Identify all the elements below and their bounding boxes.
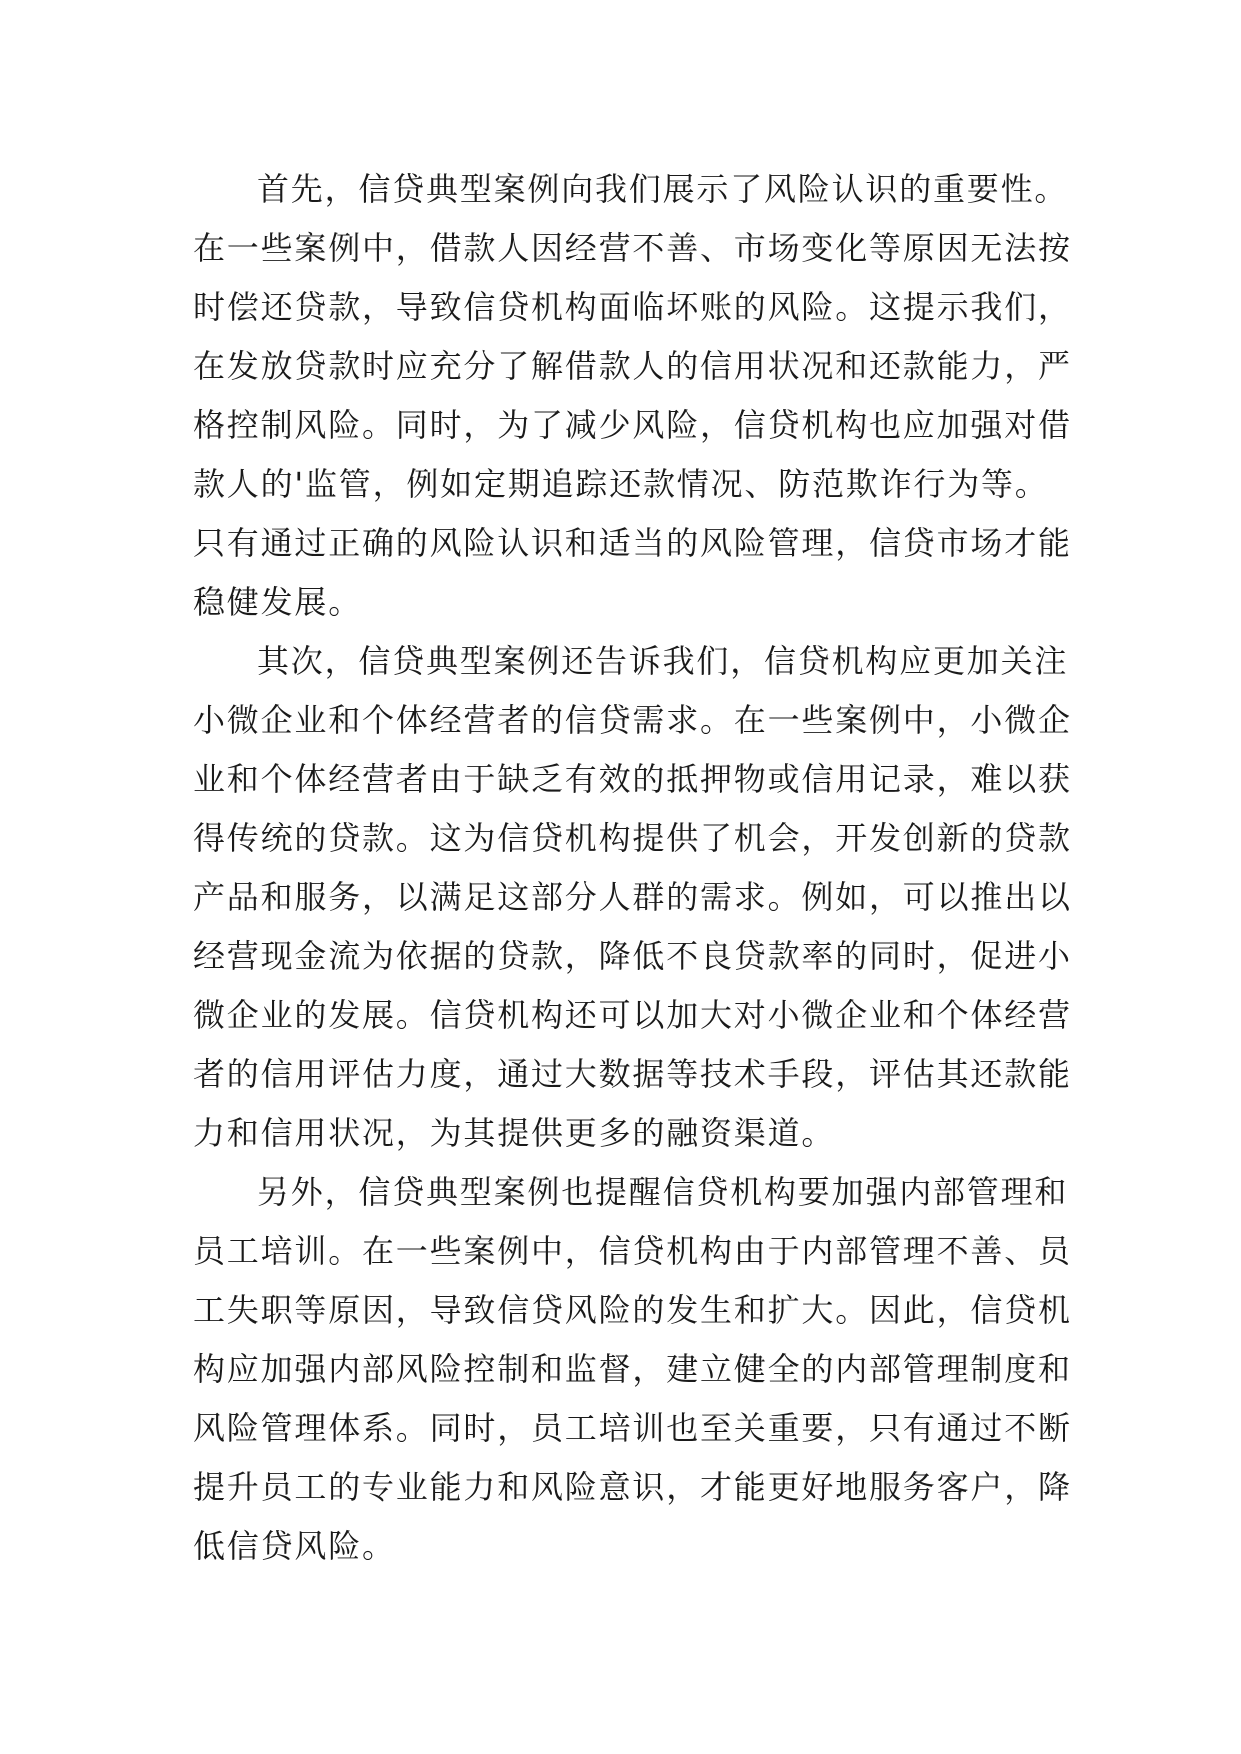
paragraph-line: 只有通过正确的风险认识和适当的风险管理，信贷市场才能: [193, 524, 1072, 562]
paragraph-2: [193, 632, 1072, 1163]
paragraph-line: 者的信用评估力度，通过大数据等技术手段，评估其还款能: [193, 1055, 1072, 1093]
document-body: [193, 160, 1072, 1576]
paragraph-line: 业和个体经营者由于缺乏有效的抵押物或信用记录，难以获: [193, 760, 1072, 798]
paragraph-line: 员工培训。在一些案例中，信贷机构由于内部管理不善、员: [193, 1232, 1072, 1270]
paragraph-line: 微企业的发展。信贷机构还可以加大对小微企业和个体经营: [193, 996, 1072, 1034]
paragraph-line: 款人的'监管，例如定期追踪还款情况、防范欺诈行为等。: [193, 465, 1049, 503]
paragraph-line: 稳健发展。: [193, 583, 363, 621]
paragraph-line: 提升员工的专业能力和风险意识，才能更好地服务客户，降: [193, 1468, 1072, 1506]
paragraph-line: 小微企业和个体经营者的信贷需求。在一些案例中，小微企: [193, 701, 1072, 739]
paragraph-line: 格控制风险。同时，为了减少风险，信贷机构也应加强对借: [193, 406, 1072, 444]
paragraph-line: 构应加强内部风险控制和监督，建立健全的内部管理制度和: [193, 1350, 1072, 1388]
paragraph-line: 在发放贷款时应充分了解借款人的信用状况和还款能力，严: [193, 347, 1072, 385]
paragraph-line: 力和信用状况，为其提供更多的融资渠道。: [193, 1114, 836, 1152]
paragraph-line: 工失职等原因，导致信贷风险的发生和扩大。因此，信贷机: [193, 1291, 1072, 1329]
paragraph-1: [193, 160, 1072, 632]
paragraph-line: 时偿还贷款，导致信贷机构面临坏账的风险。这提示我们，: [193, 288, 1072, 326]
paragraph-line: 风险管理体系。同时，员工培训也至关重要，只有通过不断: [193, 1409, 1072, 1447]
paragraph-line: 其次，信贷典型案例还告诉我们，信贷机构应更加关注: [257, 642, 1069, 680]
paragraph-line: 经营现金流为依据的贷款，降低不良贷款率的同时，促进小: [193, 937, 1072, 975]
paragraph-line: 低信贷风险。: [193, 1527, 396, 1565]
paragraph-line: 产品和服务，以满足这部分人群的需求。例如，可以推出以: [193, 878, 1072, 916]
paragraph-line: 得传统的贷款。这为信贷机构提供了机会，开发创新的贷款: [193, 819, 1072, 857]
paragraph-3: [193, 1163, 1072, 1576]
paragraph-line: 在一些案例中，借款人因经营不善、市场变化等原因无法按: [193, 229, 1072, 267]
paragraph-line: 首先，信贷典型案例向我们展示了风险认识的重要性。: [257, 170, 1069, 208]
paragraph-line: 另外，信贷典型案例也提醒信贷机构要加强内部管理和: [257, 1173, 1069, 1211]
